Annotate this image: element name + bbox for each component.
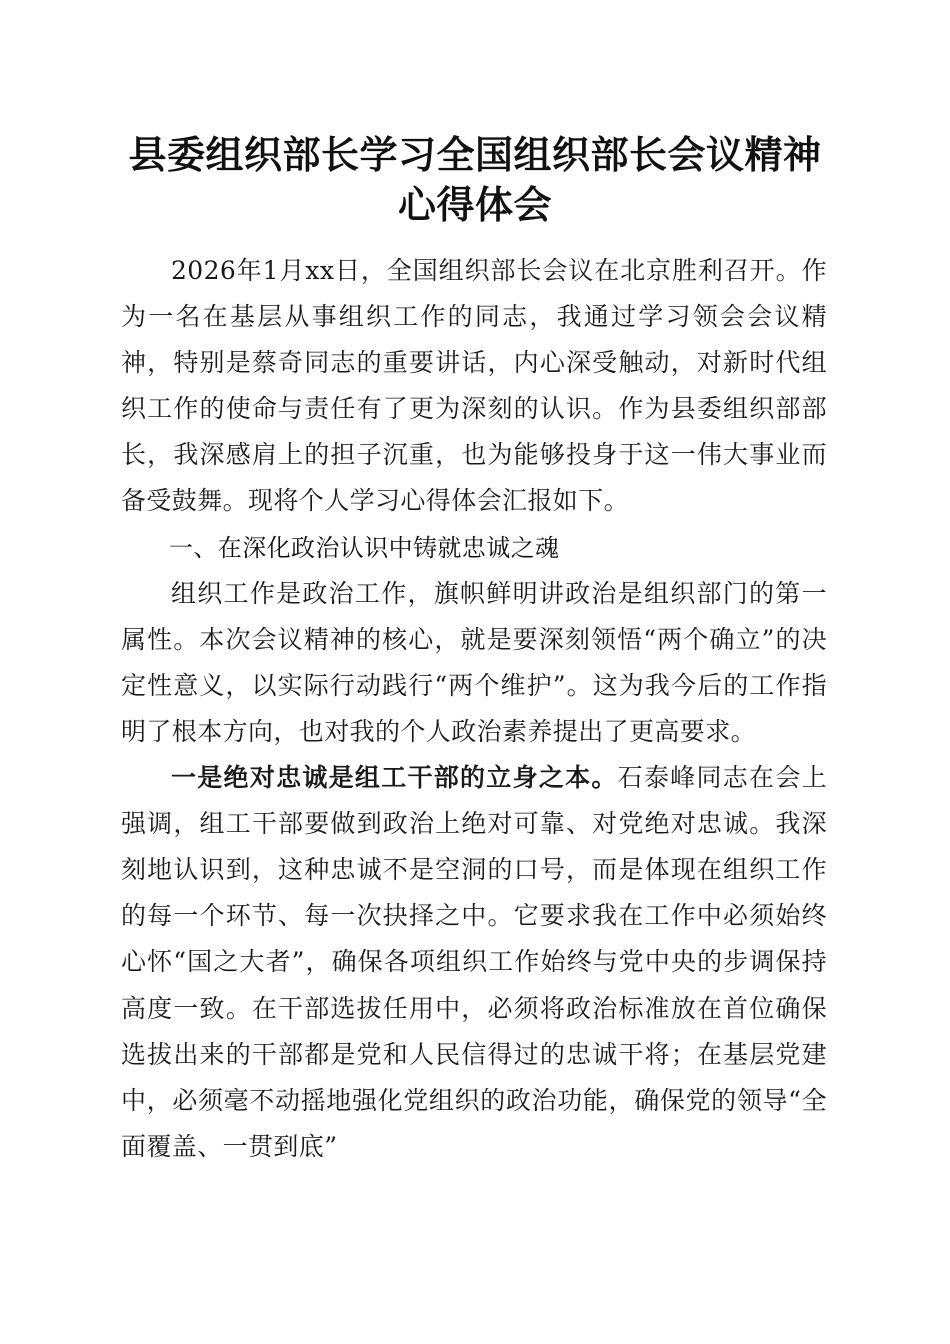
section1-point-1 <box>121 755 827 1170</box>
intro-paragraph: 2026年1月xx日，全国组织部长会议在北京胜利召开。作为一名在基层从事组织工作的同志，我通过学习领会会议精神，特别是蔡奇同志的重要讲话，内心深受触动，对新时代组织工作的使命与责任有了更为深刻的认识。作为县委组织部部长，我深感肩上的担子沉重，也为能够投身于这一伟大事业而备受鼓舞。现将个人学习心得体会汇报如下。 <box>121 256 827 516</box>
point-1-lead: 一是绝对忠诚是组工干部的立身之本。 <box>171 763 618 793</box>
document-title: 县委组织部长学习全国组织部长会议精神心得体会 <box>128 132 822 227</box>
point-1-text: 石泰峰同志在会上强调，组工干部要做到政治上绝对可靠、对党绝对忠诚。我深刻地认识到，这种忠诚不是空洞的口号，而是体现在组织工作的每一个环节、每一次抉择之中。它要求我在工作中必须始终心怀“国之大者”，确保各项组织工作始终与党中央的步调保持高度一致。在干部选拔任用中，必须将政治标准放在首位确保选拔出来的干部都是党和人民信得过的忠诚干将；在基层党建中，必须毫不动摇地强化党组织的政治功能，确保党的领导“全面覆盖、一贯到底” <box>121 763 827 1161</box>
document-body <box>121 248 827 1170</box>
section1-paragraph-1: 组织工作是政治工作，旗帜鲜明讲政治是组织部门的第一属性。本次会议精神的核心，就是要深刻领悟“两个确立”的决定性意义，以实际行动践行“两个维护”。这为我今后的工作指明了根本方向，也对我的个人政治素养提出了更高要求。 <box>121 578 827 746</box>
section-heading-1: 一、在深化政治认识中铸就忠诚之魂 <box>169 533 560 562</box>
